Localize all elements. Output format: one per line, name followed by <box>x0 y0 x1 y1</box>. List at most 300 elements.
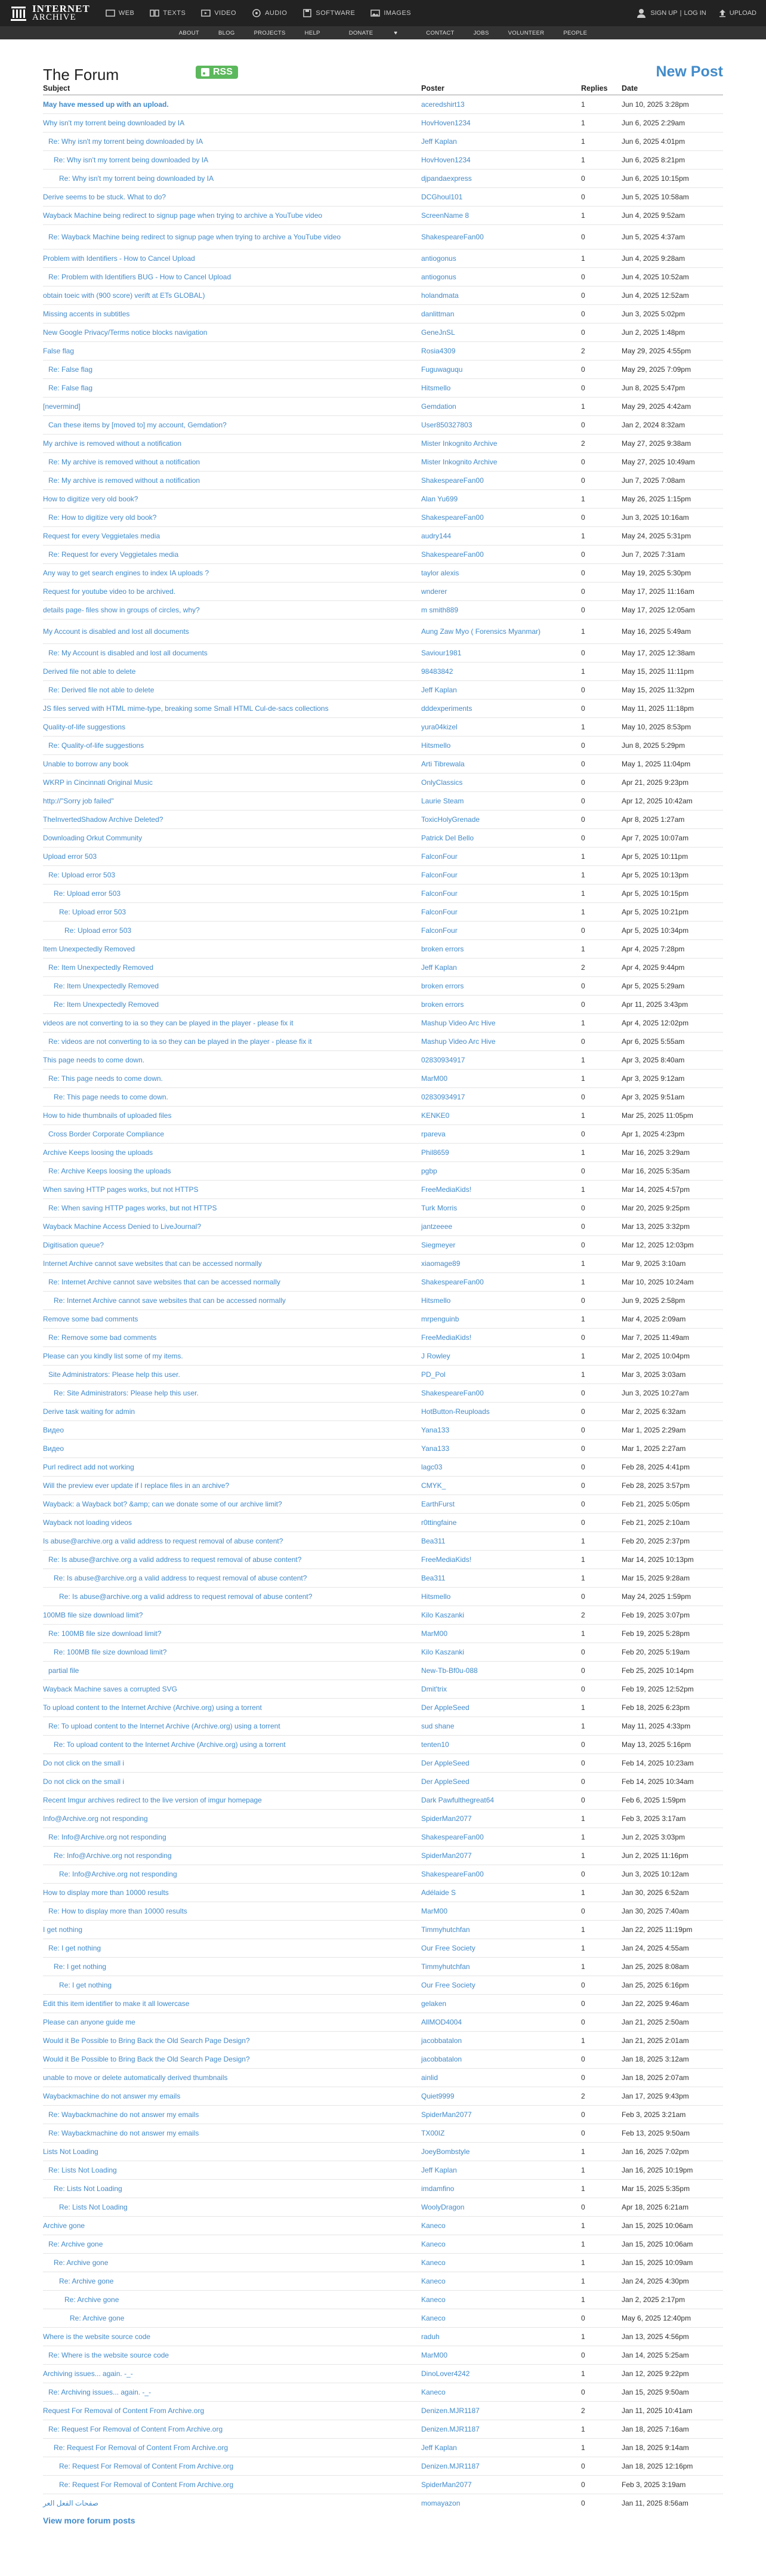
post-subject-link[interactable]: Why isn't my torrent being downloaded by IA <box>43 119 185 127</box>
poster-link[interactable]: SpiderMan2077 <box>421 2481 472 2489</box>
post-subject-link[interactable]: Where is the website source code <box>43 2332 151 2341</box>
poster-cell <box>421 903 581 922</box>
poster-link[interactable]: Jeff Kaplan <box>421 2166 457 2174</box>
post-subject-link[interactable]: Re: Why isn't my torrent being downloaded by IA <box>59 174 214 183</box>
post-subject-link[interactable]: partial file <box>48 1666 79 1675</box>
poster-link[interactable]: Kaneco <box>421 2295 446 2304</box>
media-texts[interactable] <box>150 8 186 18</box>
poster-link[interactable]: Phil8659 <box>421 1148 449 1157</box>
poster-link[interactable]: FalconFour <box>421 852 458 861</box>
login-link[interactable]: LOG IN <box>684 10 706 17</box>
poster-link[interactable]: holandmata <box>421 291 459 300</box>
post-subject-link[interactable]: Re: Archive gone <box>54 2258 109 2267</box>
post-subject-link[interactable]: Re: I get nothing <box>48 1944 101 1952</box>
poster-link[interactable]: Jeff Kaplan <box>421 963 457 972</box>
poster-link[interactable]: Our Free Society <box>421 1981 475 1989</box>
post-subject-link[interactable]: Missing accents in subtitles <box>43 310 130 318</box>
post-subject-link[interactable]: Any way to get search engines to index IA uploads ? <box>43 569 209 577</box>
poster-link[interactable]: TX00IZ <box>421 2129 445 2137</box>
poster-link[interactable]: Mister Inkognito Archive <box>421 458 498 466</box>
poster-link[interactable]: Kaneco <box>421 2258 446 2267</box>
poster-link[interactable]: Yana133 <box>421 1426 450 1434</box>
poster-link[interactable]: wnderer <box>421 587 447 596</box>
subject-cell <box>43 2198 421 2217</box>
post-subject-link[interactable]: Re: Archive gone <box>59 2277 114 2285</box>
poster-link[interactable]: HotButton-Reuploads <box>421 1407 490 1416</box>
post-subject-link[interactable]: Re: Why isn't my torrent being downloaded by IA <box>54 156 209 164</box>
nav-projects[interactable]: PROJECTS <box>254 29 286 36</box>
post-subject-link[interactable]: Re: Info@Archive.org not responding <box>54 1851 172 1860</box>
poster-link[interactable]: antiogonus <box>421 273 456 281</box>
post-subject-link[interactable]: Re: This page needs to come down. <box>48 1074 163 1083</box>
poster-link[interactable]: broken errors <box>421 945 464 953</box>
post-subject-link[interactable]: Re: To upload content to the Internet Archive (Archive.org) using a torrent <box>54 1740 286 1749</box>
media-web[interactable] <box>106 8 135 18</box>
poster-link[interactable]: User850327803 <box>421 421 472 429</box>
post-subject-link[interactable]: WKRP in Cincinnati Original Music <box>43 778 153 787</box>
post-subject-link[interactable]: Re: Wayback Machine being redirect to signup page when trying to archive a YouTube video <box>48 233 341 241</box>
post-subject-link[interactable]: Re: Request For Removal of Content From Archive.org <box>48 2425 223 2433</box>
poster-link[interactable]: xiaomage89 <box>421 1259 461 1268</box>
media-images[interactable] <box>370 8 411 18</box>
post-subject-link[interactable]: Re: My archive is removed without a notification <box>48 458 200 466</box>
poster-link[interactable]: ShakespeareFan00 <box>421 550 484 559</box>
table-row <box>43 2050 723 2069</box>
post-subject-link[interactable]: Request for every Veggietales media <box>43 532 160 540</box>
post-subject-link[interactable]: Digitisation queue? <box>43 1241 104 1249</box>
post-date: Apr 5, 2025 10:21pm <box>622 903 723 922</box>
post-subject-link[interactable]: Re: I get nothing <box>54 1962 107 1971</box>
post-subject-link[interactable]: Waybackmachine do not answer my emails <box>43 2092 181 2100</box>
poster-link[interactable]: ShakespeareFan00 <box>421 476 484 485</box>
post-subject-link[interactable]: Re: Lists Not Loading <box>54 2184 122 2193</box>
poster-link[interactable]: FalconFour <box>421 889 458 898</box>
post-subject-link[interactable]: Re: Info@Archive.org not responding <box>59 1870 177 1878</box>
poster-link[interactable]: audry144 <box>421 532 452 540</box>
nav-help[interactable]: HELP <box>304 29 320 36</box>
post-subject-link[interactable]: Would it Be Possible to Bring Back the Old Search Page Design? <box>43 2036 250 2045</box>
post-subject-link[interactable]: Wayback Machine Access Denied to LiveJournal? <box>43 1222 202 1231</box>
post-subject-link[interactable]: False flag <box>43 347 75 355</box>
poster-link[interactable]: taylor alexis <box>421 569 459 577</box>
poster-link[interactable]: Timmyhutchfan <box>421 1925 470 1934</box>
poster-link[interactable]: ShakespeareFan00 <box>421 1833 484 1841</box>
poster-link[interactable]: Saviour1981 <box>421 649 462 657</box>
poster-link[interactable]: Arti Tibrewala <box>421 760 465 768</box>
poster-link[interactable]: SpiderMan2077 <box>421 2110 472 2119</box>
poster-link[interactable]: DinoLover4242 <box>421 2369 470 2378</box>
poster-link[interactable]: ainlid <box>421 2073 438 2082</box>
poster-link[interactable]: 02830934917 <box>421 1093 465 1101</box>
post-subject-link[interactable]: Re: Waybackmachine do not answer my emails <box>48 2129 199 2137</box>
nav-contact[interactable]: CONTACT <box>426 29 455 36</box>
subject-cell <box>43 490 421 509</box>
poster-link[interactable]: DCGhoul101 <box>421 193 463 201</box>
post-subject-link[interactable]: How to display more than 10000 results <box>43 1888 169 1897</box>
table-row <box>43 2235 723 2254</box>
post-subject-link[interactable]: http://"Sorry job failed" <box>43 797 114 805</box>
post-subject-link[interactable]: Lists Not Loading <box>43 2147 98 2156</box>
poster-link[interactable]: ShakespeareFan00 <box>421 1278 484 1286</box>
poster-link[interactable]: ToxicHolyGrenade <box>421 815 480 824</box>
table-row <box>43 1421 723 1440</box>
post-subject-link[interactable]: Re: Is abuse@archive.org a valid address to request removal of abuse content? <box>54 1574 307 1582</box>
poster-link[interactable]: jacobbatalon <box>421 2036 462 2045</box>
post-subject-link[interactable]: Re: Problem with Identifiers BUG - How to Cancel Upload <box>48 273 231 281</box>
post-subject-link[interactable]: When saving HTTP pages works, but not HTTPS <box>43 1185 199 1194</box>
post-subject-link[interactable]: Re: Site Administrators: Please help this user. <box>54 1389 199 1397</box>
poster-link[interactable]: ShakespeareFan00 <box>421 513 484 522</box>
poster-link[interactable]: Mister Inkognito Archive <box>421 439 498 448</box>
poster-link[interactable]: New-Tb-Bf0u-088 <box>421 1666 478 1675</box>
post-subject-link[interactable]: Wayback not loading videos <box>43 1518 132 1527</box>
poster-link[interactable]: momayazon <box>421 2499 461 2507</box>
post-subject-link[interactable]: صفحات الفعل العر <box>43 2499 98 2507</box>
post-subject-link[interactable]: Problem with Identifiers - How to Cancel Upload <box>43 254 195 263</box>
poster-link[interactable]: antiogonus <box>421 254 456 263</box>
site-logo[interactable] <box>10 4 90 22</box>
poster-link[interactable]: Dmit'trix <box>421 1685 447 1693</box>
poster-link[interactable]: JoeyBombstyle <box>421 2147 470 2156</box>
post-subject-link[interactable]: JS files served with HTML mime-type, breaking some Small HTML Cul-de-sacs collections <box>43 704 329 713</box>
poster-link[interactable]: CMYK_ <box>421 1481 446 1490</box>
media-software[interactable] <box>302 8 355 18</box>
post-subject-link[interactable]: Re: Derived file not able to delete <box>48 686 155 694</box>
poster-link[interactable]: WoolyDragon <box>421 2203 465 2211</box>
poster-link[interactable]: FreeMediaKids! <box>421 1333 472 1342</box>
subject-cell <box>43 996 421 1014</box>
poster-link[interactable]: MarM00 <box>421 2351 448 2359</box>
poster-link[interactable]: FreeMediaKids! <box>421 1555 472 1564</box>
post-subject-link[interactable]: Re: Item Unexpectedly Removed <box>54 1000 159 1009</box>
post-subject-link[interactable]: Archive gone <box>43 2221 85 2230</box>
poster-link[interactable]: Denizen.MJR1187 <box>421 2406 480 2415</box>
post-subject-link[interactable]: Will the preview ever update if I replace files in an archive? <box>43 1481 230 1490</box>
post-subject-link[interactable]: Re: Waybackmachine do not answer my emails <box>48 2110 199 2119</box>
poster-link[interactable]: KENKE0 <box>421 1111 450 1120</box>
poster-link[interactable]: AllMOD4004 <box>421 2018 462 2026</box>
nav-blog[interactable]: BLOG <box>218 29 235 36</box>
poster-link[interactable]: Adélaide S <box>421 1888 456 1897</box>
post-subject-link[interactable]: Re: This page needs to come down. <box>54 1093 168 1101</box>
post-subject-link[interactable]: Derived file not able to delete <box>43 667 136 676</box>
poster-link[interactable]: Yana133 <box>421 1444 450 1453</box>
post-subject-link[interactable]: Can these items by [moved to] my account, Gemdation? <box>48 421 227 429</box>
poster-link[interactable]: tenten10 <box>421 1740 449 1749</box>
post-subject-link[interactable]: Re: Request for every Veggietales media <box>48 550 179 559</box>
post-subject-link[interactable]: Re: Is abuse@archive.org a valid address to request removal of abuse content? <box>48 1555 302 1564</box>
post-subject-link[interactable]: Re: Upload error 503 <box>64 926 132 935</box>
poster-link[interactable]: Alan Yu699 <box>421 495 458 503</box>
post-subject-link[interactable]: Cross Border Corporate Compliance <box>48 1130 165 1138</box>
poster-link[interactable]: Kaneco <box>421 2277 446 2285</box>
post-subject-link[interactable]: How to digitize very old book? <box>43 495 138 503</box>
poster-link[interactable]: Siegmeyer <box>421 1241 456 1249</box>
post-subject-link[interactable]: details page- files show in groups of circles, why? <box>43 606 200 614</box>
poster-link[interactable]: Dark Pawfulthegreat64 <box>421 1796 495 1804</box>
post-date: Jun 6, 2025 2:29am <box>622 114 723 133</box>
poster-link[interactable]: FalconFour <box>421 926 458 935</box>
post-subject-link[interactable]: May have messed up with an upload. <box>43 100 169 109</box>
post-subject-link[interactable]: Re: Request For Removal of Content From Archive.org <box>54 2443 228 2452</box>
poster-link[interactable]: GeneJnSL <box>421 328 455 337</box>
poster-link[interactable]: Kaneco <box>421 2388 446 2396</box>
poster-link[interactable]: Hitsmello <box>421 384 451 392</box>
poster-link[interactable]: SpiderMan2077 <box>421 1851 472 1860</box>
post-subject-link[interactable]: Re: Upload error 503 <box>54 889 121 898</box>
poster-link[interactable]: EarthFurst <box>421 1500 455 1508</box>
poster-link[interactable]: 98483842 <box>421 667 453 676</box>
post-subject-link[interactable]: Видео <box>43 1444 64 1453</box>
poster-link[interactable]: r0ttingfaine <box>421 1518 457 1527</box>
upload-button[interactable] <box>718 9 756 17</box>
post-subject-link[interactable]: Re: Info@Archive.org not responding <box>48 1833 166 1841</box>
rss-button[interactable] <box>196 66 238 79</box>
post-subject-link[interactable]: videos are not converting to ia so they can be played in the player - please fix it <box>43 1019 294 1027</box>
poster-link[interactable]: ShakespeareFan00 <box>421 1870 484 1878</box>
post-subject-link[interactable]: Re: False flag <box>48 384 93 392</box>
post-subject-link[interactable]: Derive seems to be stuck. What to do? <box>43 193 166 201</box>
post-subject-link[interactable]: Re: My Account is disabled and lost all documents <box>48 649 208 657</box>
post-subject-link[interactable]: Request for youtube video to be archived. <box>43 587 176 596</box>
poster-link[interactable]: Denizen.MJR1187 <box>421 2462 480 2470</box>
signup-link[interactable]: SIGN UP <box>650 10 678 17</box>
poster-link[interactable]: MarM00 <box>421 1907 448 1915</box>
post-subject-link[interactable]: Is abuse@archive.org a valid address to request removal of abuse content? <box>43 1537 283 1545</box>
post-subject-link[interactable]: My Account is disabled and lost all documents <box>43 627 189 636</box>
post-subject-link[interactable]: Unable to borrow any book <box>43 760 129 768</box>
post-subject-link[interactable]: To upload content to the Internet Archive (Archive.org) using a torrent <box>43 1703 262 1712</box>
poster-link[interactable]: SpiderMan2077 <box>421 1814 472 1823</box>
poster-link[interactable]: FalconFour <box>421 908 458 916</box>
poster-link[interactable]: Fuguwaguqu <box>421 365 463 374</box>
post-subject-link[interactable]: This page needs to come down. <box>43 1056 145 1064</box>
post-subject-link[interactable]: Re: To upload content to the Internet Archive (Archive.org) using a torrent <box>48 1722 280 1730</box>
post-subject-link[interactable]: Re: Archive gone <box>70 2314 125 2322</box>
post-subject-link[interactable]: Re: Lists Not Loading <box>48 2166 117 2174</box>
post-subject-link[interactable]: Re: How to digitize very old book? <box>48 513 157 522</box>
poster-link[interactable]: HovHoven1234 <box>421 156 471 164</box>
post-subject-link[interactable]: Do not click on the small i <box>43 1777 125 1786</box>
post-subject-link[interactable]: Re: Internet Archive cannot save websites that can be accessed normally <box>48 1278 280 1286</box>
post-subject-link[interactable]: Archive Keeps loosing the uploads <box>43 1148 153 1157</box>
poster-link[interactable]: Kilo Kaszanki <box>421 1611 465 1619</box>
post-subject-link[interactable]: Re: Quality-of-life suggestions <box>48 741 144 750</box>
poster-link[interactable]: MarM00 <box>421 1629 448 1638</box>
subject-cell <box>43 472 421 490</box>
post-subject-link[interactable]: Item Unexpectedly Removed <box>43 945 135 953</box>
post-subject-link[interactable]: Re: When saving HTTP pages works, but not HTTPS <box>48 1204 217 1212</box>
poster-link[interactable]: 02830934917 <box>421 1056 465 1064</box>
poster-link[interactable]: sud shane <box>421 1722 455 1730</box>
post-subject-link[interactable]: Wayback Machine being redirect to signup page when trying to archive a YouTube video <box>43 211 323 220</box>
poster-link[interactable]: broken errors <box>421 982 464 990</box>
poster-link[interactable]: OnlyClassics <box>421 778 463 787</box>
poster-link[interactable]: FreeMediaKids! <box>421 1185 472 1194</box>
post-subject-link[interactable]: TheInvertedShadow Archive Deleted? <box>43 815 163 824</box>
post-subject-link[interactable]: Purl redirect add not working <box>43 1463 134 1471</box>
post-subject-link[interactable]: Re: Request For Removal of Content From Archive.org <box>59 2481 234 2489</box>
post-subject-link[interactable]: Please can anyone guide me <box>43 2018 135 2026</box>
poster-link[interactable]: Mashup Video Arc Hive <box>421 1019 496 1027</box>
poster-link[interactable]: mrpenguinb <box>421 1315 459 1323</box>
poster-link[interactable]: jacobbatalon <box>421 2055 462 2063</box>
view-more-link[interactable]: View more forum posts <box>43 2516 135 2525</box>
poster-link[interactable]: Timmyhutchfan <box>421 1962 470 1971</box>
post-subject-link[interactable]: Quality-of-life suggestions <box>43 723 126 731</box>
poster-link[interactable]: ShakespeareFan00 <box>421 1389 484 1397</box>
post-subject-link[interactable]: Edit this item identifier to make it all lowercase <box>43 1999 190 2008</box>
post-subject-link[interactable]: Re: 100MB file size download limit? <box>48 1629 162 1638</box>
post-subject-link[interactable]: Re: 100MB file size download limit? <box>54 1648 167 1656</box>
media-audio[interactable] <box>252 8 287 18</box>
poster-link[interactable]: raduh <box>421 2332 440 2341</box>
poster-link[interactable]: dddexperiments <box>421 704 472 713</box>
new-post-button[interactable]: New Post <box>656 63 723 80</box>
post-subject-link[interactable]: Re: Item Unexpectedly Removed <box>48 963 154 972</box>
poster-link[interactable]: Kaneco <box>421 2240 446 2248</box>
post-subject-link[interactable]: Re: Upload error 503 <box>48 871 116 879</box>
poster-link[interactable]: Mashup Video Arc Hive <box>421 1037 496 1046</box>
post-subject-link[interactable]: Request For Removal of Content From Archive.org <box>43 2406 205 2415</box>
post-subject-link[interactable]: Would it Be Possible to Bring Back the Old Search Page Design? <box>43 2055 250 2063</box>
post-subject-link[interactable]: Archiving issues... again. -_- <box>43 2369 133 2378</box>
poster-link[interactable]: Hitsmello <box>421 1592 451 1601</box>
poster-link[interactable]: lagc03 <box>421 1463 443 1471</box>
poster-link[interactable]: danlittman <box>421 310 455 318</box>
nav-volunteer[interactable]: VOLUNTEER <box>508 29 545 36</box>
poster-link[interactable]: Kaneco <box>421 2314 446 2322</box>
poster-link[interactable]: Rosia4309 <box>421 347 456 355</box>
post-subject-link[interactable]: Re: Archive gone <box>64 2295 119 2304</box>
poster-link[interactable]: PD_Pol <box>421 1370 446 1379</box>
poster-link[interactable]: gelaken <box>421 1999 447 2008</box>
post-subject-link[interactable]: Recent Imgur archives redirect to the live version of imgur homepage <box>43 1796 262 1804</box>
poster-link[interactable]: Denizen.MJR1187 <box>421 2425 480 2433</box>
post-subject-link[interactable]: Видео <box>43 1426 64 1434</box>
poster-link[interactable]: Jeff Kaplan <box>421 2443 457 2452</box>
post-subject-link[interactable]: Site Administrators: Please help this user. <box>48 1370 180 1379</box>
poster-link[interactable]: Laurie Steam <box>421 797 464 805</box>
poster-link[interactable]: FalconFour <box>421 871 458 879</box>
post-subject-link[interactable]: Do not click on the small i <box>43 1759 125 1767</box>
post-subject-link[interactable]: [nevermind] <box>43 402 81 411</box>
post-subject-link[interactable]: Re: Where is the website source code <box>48 2351 169 2359</box>
post-subject-link[interactable]: Please can you kindly list some of my items. <box>43 1352 183 1360</box>
poster-link[interactable]: Kilo Kaszanki <box>421 1648 465 1656</box>
post-subject-link[interactable]: Upload error 503 <box>43 852 97 861</box>
poster-link[interactable]: rpareva <box>421 1130 446 1138</box>
poster-link[interactable]: Quiet9999 <box>421 2092 455 2100</box>
post-subject-link[interactable]: Re: I get nothing <box>59 1981 112 1989</box>
poster-link[interactable]: Der AppleSeed <box>421 1759 470 1767</box>
poster-link[interactable]: Kaneco <box>421 2221 446 2230</box>
post-subject-link[interactable]: 100MB file size download limit? <box>43 1611 143 1619</box>
post-subject-link[interactable]: Re: Upload error 503 <box>59 908 126 916</box>
poster-link[interactable]: J Rowley <box>421 1352 450 1360</box>
nav-donate[interactable] <box>339 30 407 36</box>
post-subject-link[interactable]: Wayback: a Wayback bot? &amp; can we donate some of our archive limit? <box>43 1500 282 1508</box>
post-subject-link[interactable]: Remove some bad comments <box>43 1315 138 1323</box>
subject-cell <box>43 1125 421 1144</box>
poster-link[interactable]: MarM00 <box>421 1074 448 1083</box>
post-date: Apr 1, 2025 4:23pm <box>622 1125 723 1144</box>
post-subject-link[interactable]: Internet Archive cannot save websites that can be accessed normally <box>43 1259 262 1268</box>
poster-link[interactable]: ShakespeareFan00 <box>421 233 484 241</box>
post-subject-link[interactable]: Downloading Orkut Community <box>43 834 143 842</box>
post-subject-link[interactable]: Re: Is abuse@archive.org a valid address to request removal of abuse content? <box>59 1592 313 1601</box>
post-subject-link[interactable]: Re: Archiving issues... again. -_- <box>48 2388 152 2396</box>
post-subject-link[interactable]: Wayback Machine saves a corrupted SVG <box>43 1685 177 1693</box>
post-subject-link[interactable]: Re: Internet Archive cannot save websites that can be accessed normally <box>54 1296 286 1305</box>
poster-link[interactable]: Jeff Kaplan <box>421 686 457 694</box>
post-subject-link[interactable]: New Google Privacy/Terms notice blocks navigation <box>43 328 208 337</box>
post-date: Apr 3, 2025 9:12am <box>622 1070 723 1088</box>
poster-link[interactable]: Turk Morris <box>421 1204 458 1212</box>
post-subject-link[interactable]: Re: Archive gone <box>48 2240 103 2248</box>
post-subject-link[interactable]: Re: Remove some bad comments <box>48 1333 157 1342</box>
poster-link[interactable]: Der AppleSeed <box>421 1777 470 1786</box>
poster-link[interactable]: imdamfino <box>421 2184 455 2193</box>
poster-link[interactable]: Der AppleSeed <box>421 1703 470 1712</box>
post-subject-link[interactable]: Re: Why isn't my torrent being downloaded by IA <box>48 137 203 146</box>
poster-link[interactable]: Aung Zaw Myo ( Forensics Myanmar) <box>421 627 541 636</box>
post-subject-link[interactable]: Re: videos are not converting to ia so they can be played in the player - please fix it <box>48 1037 312 1046</box>
table-row <box>43 583 723 601</box>
nav-about[interactable]: ABOUT <box>178 29 199 36</box>
post-subject-link[interactable]: obtain toeic with (900 score) verift at ETs GLOBAL) <box>43 291 205 300</box>
post-subject-link[interactable]: Info@Archive.org not responding <box>43 1814 148 1823</box>
post-subject-link[interactable]: Derive task waiting for admin <box>43 1407 135 1416</box>
poster-link[interactable]: pgbp <box>421 1167 437 1175</box>
poster-link[interactable]: m smith889 <box>421 606 459 614</box>
post-date: Jan 11, 2025 10:41am <box>622 2402 723 2420</box>
poster-link[interactable]: HovHoven1234 <box>421 119 471 127</box>
poster-cell <box>421 1199 581 1218</box>
poster-link[interactable]: djpandaexpress <box>421 174 472 183</box>
post-subject-link[interactable]: unable to move or delete automatically derived thumbnails <box>43 2073 228 2082</box>
post-subject-link[interactable]: How to hide thumbnails of uploaded files <box>43 1111 172 1120</box>
post-subject-link[interactable]: Re: Archive Keeps loosing the uploads <box>48 1167 171 1175</box>
post-subject-link[interactable]: Re: Item Unexpectedly Removed <box>54 982 159 990</box>
nav-people[interactable]: PEOPLE <box>563 29 588 36</box>
post-subject-link[interactable]: Re: False flag <box>48 365 93 374</box>
poster-cell <box>421 829 581 848</box>
poster-link[interactable]: Our Free Society <box>421 1944 475 1952</box>
post-subject-link[interactable]: I get nothing <box>43 1925 83 1934</box>
poster-link[interactable]: Bea311 <box>421 1574 446 1582</box>
poster-link[interactable]: broken errors <box>421 1000 464 1009</box>
table-row <box>43 811 723 829</box>
poster-link[interactable]: Hitsmello <box>421 741 451 750</box>
nav-jobs[interactable]: JOBS <box>473 29 489 36</box>
post-subject-link[interactable]: Re: Lists Not Loading <box>59 2203 128 2211</box>
poster-link[interactable]: Patrick Del Bello <box>421 834 474 842</box>
poster-link[interactable]: Bea311 <box>421 1537 446 1545</box>
post-subject-link[interactable]: Re: How to display more than 10000 results <box>48 1907 187 1915</box>
poster-link[interactable]: aceredshirt13 <box>421 100 465 109</box>
poster-link[interactable]: jantzeeee <box>421 1222 453 1231</box>
poster-link[interactable]: ScreenName 8 <box>421 211 470 220</box>
poster-link[interactable]: yura04kizel <box>421 723 458 731</box>
poster-link[interactable]: Gemdation <box>421 402 456 411</box>
media-video[interactable] <box>201 8 236 18</box>
post-subject-link[interactable]: Re: My archive is removed without a notification <box>48 476 200 485</box>
post-subject-link[interactable]: Re: Request For Removal of Content From Archive.org <box>59 2462 234 2470</box>
poster-link[interactable]: Jeff Kaplan <box>421 137 457 146</box>
post-subject-link[interactable]: My archive is removed without a notification <box>43 439 182 448</box>
poster-link[interactable]: Hitsmello <box>421 1296 451 1305</box>
